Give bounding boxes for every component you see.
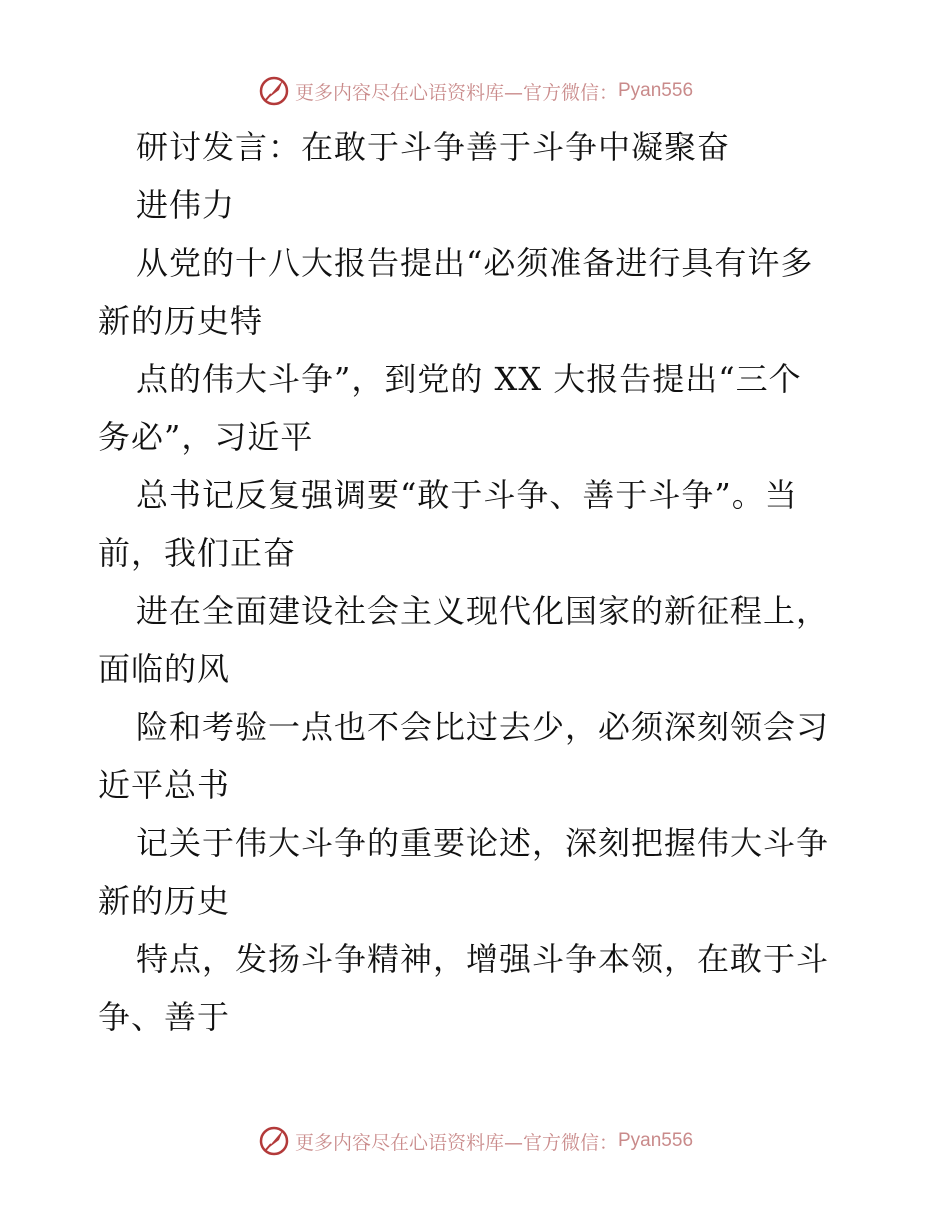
paragraph-line: 进在全面建设社会主义现代化国家的新征程上，	[136, 592, 830, 630]
paragraph-line: 险和考验一点也不会比过去少，必须深刻领会习	[136, 708, 830, 746]
quill-circle-icon	[257, 74, 291, 108]
watermark-account: Pyan556	[618, 1130, 694, 1151]
watermark-text: 更多内容尽在心语资料库—官方微信：	[294, 81, 618, 104]
watermark-text: 更多内容尽在心语资料库—官方微信：	[294, 1131, 618, 1154]
document-title-line-2: 进伟力	[136, 186, 236, 224]
paragraph-line: 新的历史特	[98, 302, 264, 340]
paragraph-line: 面临的风	[98, 650, 231, 688]
header-watermark	[0, 74, 950, 108]
quill-circle-icon	[257, 1124, 291, 1158]
paragraph-line: 记关于伟大斗争的重要论述，深刻把握伟大斗争	[136, 824, 830, 862]
paragraph-line: 新的历史	[98, 882, 231, 920]
document-title-line-1: 研讨发言：在敢于斗争善于斗争中凝聚奋	[136, 128, 731, 166]
paragraph-line: 点的伟大斗争”，到党的 XX 大报告提出“三个	[136, 360, 802, 398]
paragraph-line: 特点，发扬斗争精神，增强斗争本领，在敢于斗	[136, 940, 830, 978]
document-body	[98, 118, 858, 1046]
paragraph-line: 近平总书	[98, 766, 231, 804]
paragraph-line: 前，我们正奋	[98, 534, 297, 572]
footer-watermark	[0, 1124, 950, 1158]
paragraph-line: 务必”，习近平	[98, 418, 314, 456]
paragraph-line: 争、善于	[98, 998, 231, 1036]
watermark-account: Pyan556	[618, 80, 694, 101]
paragraph-line: 总书记反复强调要“敢于斗争、善于斗争”。当	[136, 476, 798, 514]
paragraph-line: 从党的十八大报告提出“必须准备进行具有许多	[136, 244, 814, 282]
